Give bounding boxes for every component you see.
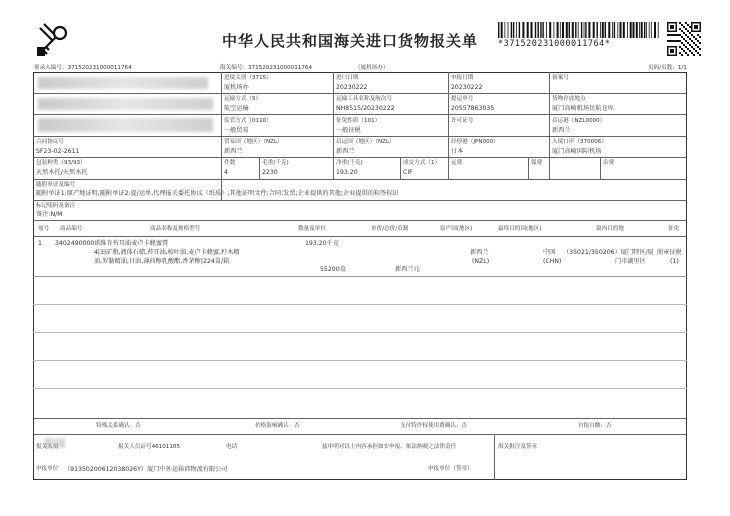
row-domestic-2: 门市湖里区	[615, 258, 646, 265]
net-weight-value: 193.20	[336, 169, 358, 176]
customs-office: （厦机场办）	[355, 65, 389, 71]
declarant-label: 报关人员	[36, 444, 59, 450]
row-origin: 新西兰	[470, 249, 489, 256]
row-final-dest-code: (CHN)	[543, 258, 562, 265]
marks-label: 标记唛码及备注	[36, 203, 76, 209]
royalty-confirm: 支付特许权使用费确认：否	[400, 423, 468, 429]
barcode-text: *371520231000011764*	[498, 39, 611, 49]
col-item-no: 项号	[38, 226, 50, 232]
col-quantity: 数量及单位	[298, 226, 326, 232]
vehicle-label: 运输工具名称及航次号	[336, 96, 392, 102]
storage-value: 厦门高崎机场民航仓库	[552, 105, 614, 112]
declare-unit-value: （91350200612038026Y）厦门中外运裕沛物流有限公司	[64, 466, 228, 473]
trade-country-value: 新西兰	[224, 148, 243, 155]
row-origin-code: (NZL)	[472, 258, 490, 265]
import-date-label: 进口日期	[336, 75, 359, 81]
import-port-value: 厦机场办	[224, 84, 249, 91]
col-final-dest: 最终目的国(地区)	[498, 226, 542, 232]
col-name: 商品名称及规格型号	[150, 226, 201, 232]
license-label: 许可证号	[451, 118, 474, 124]
row-duty: 照章征税	[657, 249, 682, 256]
tax-label: 征免性质（101）	[336, 118, 381, 124]
row-duty-code: (1)	[670, 258, 679, 265]
contract-label: 合同协议号	[36, 139, 64, 145]
barcode	[498, 22, 662, 38]
gross-weight-label: 毛重(千克)	[262, 160, 289, 166]
insurance-label: 保费	[531, 160, 543, 166]
redacted-consumer	[38, 118, 213, 132]
stop-port-label: 经停港（JPN000）	[451, 139, 499, 145]
docs-value: 随附单证1:原产地证明;随附单证2:提/运单,代理报关委托协议（纸质）;其他证明文件;合同;发票;企业提供的其他;企业提供的标签标识	[36, 190, 399, 197]
row-name-2: 4|3|矿脂,液体石蜡,苔耳油,桉叶油,麦卢卡蜂蜜,柠木精	[94, 249, 240, 256]
deal-value: CIF	[403, 169, 413, 176]
declare-seal-label: 申报单位（签章）	[428, 466, 473, 472]
net-weight-label: 净重(千克)	[336, 160, 363, 166]
redacted-consignor	[38, 98, 213, 110]
pre-entry-number: 预录入编号：371520231000011764	[34, 65, 132, 71]
entry-port-label: 入境口岸（370006）	[552, 139, 607, 145]
pieces-value: 4	[224, 169, 228, 176]
declare-date-label: 申报日期	[451, 75, 474, 81]
col-code: 商品编号	[60, 226, 83, 232]
col-domestic-dest: 境内目的地	[596, 226, 624, 232]
ship-country-value: 新西兰	[336, 148, 355, 155]
customs-number: 海关编号：371520231000011764	[220, 65, 313, 71]
misc-label: 杂费	[603, 160, 615, 166]
transport-mode-label: 运输方式（5）	[224, 96, 262, 102]
customs-emblem-icon	[34, 20, 74, 60]
col-origin: 原产国(地区)	[440, 226, 473, 232]
row-final-dest: 中国	[543, 249, 556, 256]
phone-label: 电话	[226, 444, 238, 450]
pack-value: 天然木托/天然木托	[36, 169, 88, 176]
ship-country-label: 启运国（地区）（NZL）	[336, 139, 395, 145]
self-declare-confirm: 自报自缴：否	[578, 423, 612, 429]
import-port-label: 进境关别（3715）	[224, 75, 272, 81]
declarant-cert: 报关人员证号46101105	[118, 444, 181, 450]
transport-mode-value: 航空运输	[224, 105, 249, 112]
page-title: 中华人民共和国海关进口货物报关单	[222, 32, 479, 50]
contract-value: SF23-02-2611	[36, 148, 80, 155]
import-date-value: 20230222	[336, 84, 368, 91]
row-no: 1	[38, 240, 42, 247]
declare-unit-label: 申报单位	[36, 466, 59, 472]
supervision-value: 一般贸易	[224, 127, 249, 134]
row-domestic: （35021/350206）厦门特区/厦	[563, 249, 654, 256]
redacted-consignee	[38, 77, 208, 89]
origin-port-label: 启运港（NZL0000）	[552, 118, 606, 124]
freight-label: 运费	[451, 160, 463, 166]
customs-note-label: 海关批注及签章	[498, 444, 538, 450]
col-price: 单价/总价/币制	[371, 226, 409, 232]
row-qty-1: 193.20千克	[305, 240, 340, 247]
origin-port-value: 新西兰	[552, 127, 571, 134]
storage-label: 货物存放地点	[552, 96, 586, 102]
special-relation-confirm: 特殊关系确认：否	[96, 423, 141, 429]
bill-label: 提运单号	[451, 96, 474, 102]
legal-statement: 兹申明对以上内容承担如实申报、依法纳税之法律责任	[322, 444, 457, 450]
row-currency: 新西兰元	[395, 266, 420, 273]
qr-code	[667, 22, 701, 56]
docs-label: 随附单证及编号	[36, 182, 76, 188]
declare-date-value: 20230222	[451, 84, 483, 91]
row-code: 3402490000	[55, 240, 95, 247]
pieces-label: 件数	[224, 160, 236, 166]
col-duty: 征免	[668, 226, 680, 232]
entry-port-value: 厦门高崎国际机场	[552, 148, 602, 155]
bill-value: 20557863035	[451, 105, 495, 112]
gross-weight-value: 2230	[262, 169, 278, 176]
supervision-label: 监管方式（0110）	[224, 118, 272, 124]
row-qty-2: 55200盒	[320, 266, 346, 273]
deal-label: 成交方式（1）	[403, 160, 441, 166]
price-impact-confirm: 价格影响确认：否	[255, 423, 300, 429]
stop-port-value: 日本	[451, 148, 464, 155]
tax-value: 一般征税	[336, 127, 361, 134]
record-number-label: 备案号	[552, 75, 569, 81]
pack-label: 包装种类（93/93）	[36, 160, 86, 166]
page-indicator: 页码/页数：1/1	[648, 65, 687, 71]
marks-value: 备注:N/M	[36, 211, 63, 218]
row-name-3: 油,罗勒精油,甘油,薄荷醇乳酸酯,香茅醇|224盒/箱	[94, 258, 230, 265]
vehicle-value: NH8515/20230222	[336, 105, 395, 112]
trade-country-label: 贸易国（地区）（NZL）	[224, 139, 283, 145]
row-name-1: 诺维肯苔耳油麦卢卡蜂蜜膏	[94, 240, 169, 247]
